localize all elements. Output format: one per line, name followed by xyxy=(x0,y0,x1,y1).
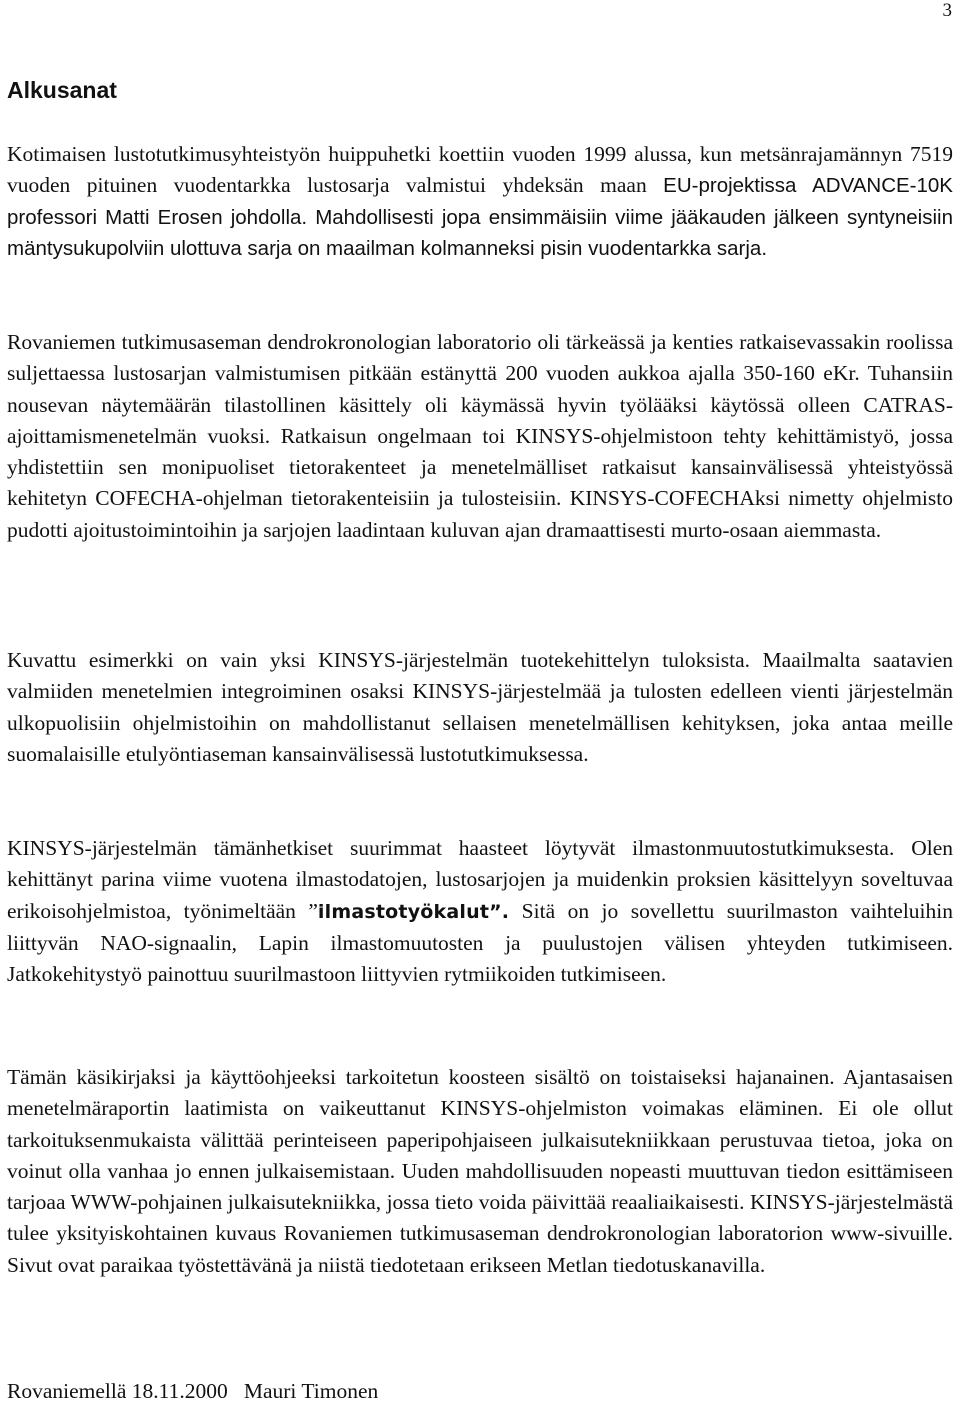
signature-line xyxy=(7,1379,378,1403)
paragraph-4-text-end: Sitä on jo sovellettu suurilmaston vaihteluihin liittyvän NAO-signaalin, Lapin ilmastomuutosten ja puulustojen välisen yhteyden tutkimiseen. Jatkokehitystyö painottuu suurilmastoon liittyvien rytmiikoiden tutkimiseen. xyxy=(7,898,953,987)
paragraph-1-sans-text: EU-projektissa ADVANCE-10K professori Matti Erosen johdolla. Mahdollisesti jopa ensimmäisiin viime jääkauden jälkeen syntyneisiin mäntysukupolviin ulottuva sarja on maailman kolmanneksi pisin vuodentarkka sarja. xyxy=(7,174,953,260)
signature-author: Mauri Timonen xyxy=(243,1379,379,1403)
paragraph-4-text-start: KINSYS-järjestelmän tämänhetkiset suurimmat haasteet löytyvät ilmastonmuutostutkimuksesta. Olen kehittänyt parina viime vuotena ilmastodatojen, lustosarjojen ja muidenkin proksien käsittelyyn soveltuvaa erikoisohjelmistoa, työnimeltään ” xyxy=(7,836,953,923)
paragraph-2: Rovaniemen tutkimusaseman dendrokronologian laboratorio oli tärkeässä ja kenties ratkaisevassakin roolissa suljettaessa lustosarjan valmistumisen pitkään estänyttä 200 vuoden aukkoa ajalla 350-160 eKr. Tuhansiin nousevan näytemäärän tilastollinen käsittely oli käymässä hyvin työlääksi käytössä olleen CATRAS-ajoittamismenetelmän vuoksi. Ratkaisun ongelmaan toi KINSYS-ohjelmistoon tehty kehittämistyö, jossa yhdistettiin sen monipuoliset tietorakenteet ja menetelmälliset ratkaisut kansainvälisessä yhteistyössä kehitetyn COFECHA-ohjelman tietorakenteisiin ja tulosteisiin. KINSYS-COFECHAksi nimetty ohjelmisto pudotti ajoitustoimintoihin ja sarjojen laadintaan kuluvan ajan dramaattisesti murto-osaan aiemmasta. xyxy=(7,330,953,542)
paragraph-3: Kuvattu esimerkki on vain yksi KINSYS-järjestelmän tuotekehittelyn tuloksista. Maailmalta saatavien valmiiden menetelmien integroiminen osaksi KINSYS-järjestelmää ja tulosten edelleen vienti järjestelmän ulkopuolisiin ohjelmistoihin on mahdollistanut sellaisen menetelmällisen kehityksen, joka antaa meille suomalaisille etulyöntiaseman kansainvälisessä lustotutkimuksessa. xyxy=(7,648,953,766)
paragraph-4 xyxy=(7,833,953,990)
signature-place-date: Rovaniemellä 18.11.2000 xyxy=(7,1379,228,1403)
paragraph-5: Tämän käsikirjaksi ja käyttöohjeeksi tarkoitetun koosteen sisältö on toistaiseksi hajanainen. Ajantasaisen menetelmäraportin laatimista on vaikeuttanut KINSYS-ohjelmiston voimakas eläminen. Ei ole ollut tarkoituksenmukaista välittää perinteiseen paperipohjaiseen julkaisutekniikkaan perustuvaa tietoa, joka on voinut olla vanhaa jo ennen julkaisemistaan. Uuden mahdollisuuden nopeasti muuttuvan tiedon esittämiseen tarjoaa WWW-pohjainen julkaisutekniikka, jossa tieto voida päivittää reaaliaikaisesti. KINSYS-järjestelmästä tulee yksityiskohtainen kuvaus Rovaniemen tutkimusaseman dendrokronologian laboratorion www-sivuille. Sivut ovat paraikaa työstettävänä ja niistä tiedotetaan erikseen Metlan tiedotuskanavilla. xyxy=(7,1065,953,1277)
page-heading: Alkusanat xyxy=(7,77,117,103)
page-number: 3 xyxy=(942,0,952,21)
tool-name: ilmastotyökalut”. xyxy=(317,900,510,923)
paragraph-1-text: Kotimaisen lustotutkimusyhteistyön huippuhetki koettiin vuoden 1999 alussa, kun metsänrajamännyn 7519 vuoden pituinen vuodentarkka lustosarja valmistui yhdeksän maan xyxy=(7,142,953,198)
paragraph-1 xyxy=(7,139,953,264)
